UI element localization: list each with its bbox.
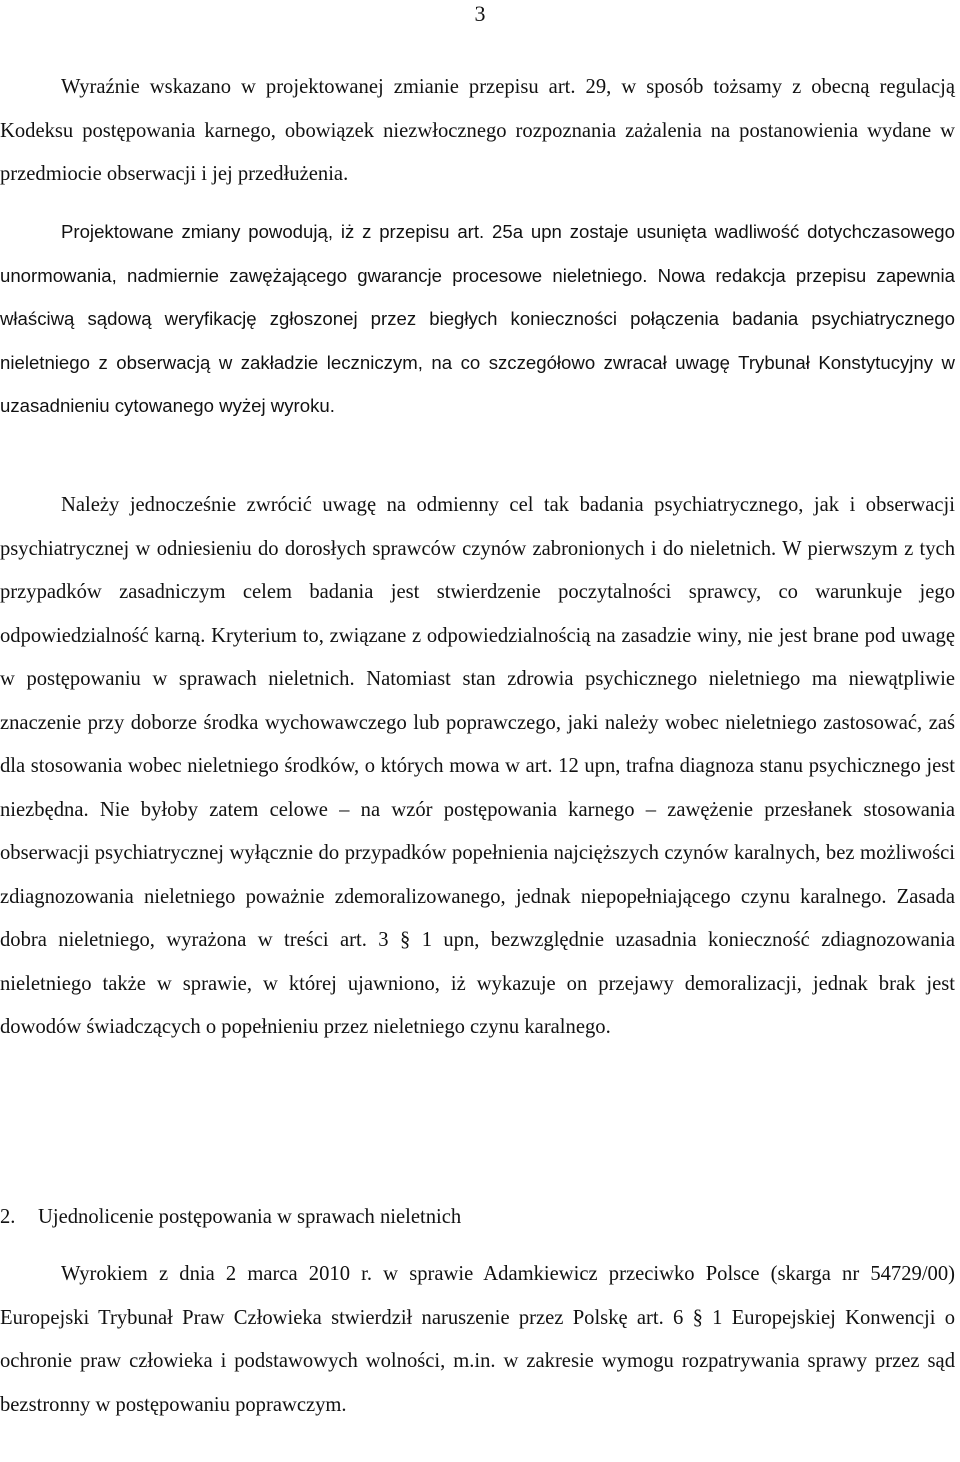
page-number: 3	[474, 1, 486, 26]
paragraph-observation-appeal: Wyraźnie wskazano w projektowanej zmianie przepisu art. 29, w sposób tożsamy z obecną regulacją Kodeksu postępowania karnego, obowiązek niezwłocznego rozpoznania zażalenia na postanowienia wydane w przedmiocie obserwacji i jej przedłużenia.	[0, 76, 955, 185]
paragraph-echr-judgment: Wyrokiem z dnia 2 marca 2010 r. w sprawie Adamkiewicz przeciwko Polsce (skarga nr 54729/00) Europejski Trybunał Praw Człowieka stwierdził naruszenie przez Polskę art. 6 § 1 Europejskiej Konwencji o ochronie praw człowieka i podstawowych wolności, m.in. w zakresie wymogu rozpatrywania sprawy przez sąd bezstronny w postępowaniu poprawczym.	[0, 1263, 955, 1416]
section-title: Ujednolicenie postępowania w sprawach nieletnich	[38, 1206, 462, 1228]
paragraph-psychiatric-purpose: Należy jednocześnie zwrócić uwagę na odmienny cel tak badania psychiatrycznego, jak i obserwacji psychiatrycznej w odniesieniu do dorosłych sprawców czynów zabronionych i do nieletnich. W pierwszym z tych przypadków zasadniczym celem badania jest stwierdzenie poczytalności sprawcy, co warunkuje jego odpowiedzialność karną. Kryterium to, związane z odpowiedzialnością na zasadzie winy, nie jest brane pod uwagę w postępowaniu w sprawach nieletnich. Natomiast stan zdrowia psychicznego nieletniego ma niewątpliwie znaczenie przy doborze środka wychowawczego lub poprawczego, jaki należy wobec nieletniego zastosować, zaś dla stosowania wobec nieletniego środków, o których mowa w art. 12 upn, trafna diagnoza stanu psychicznego jest niezbędna. Nie byłoby zatem celowe – na wzór postępowania karnego – zawężenie przesłanek stosowania obserwacji psychiatrycznej wyłącznie do przypadków popełnienia najcięższych czynów karalnych, bez możliwości zdiagnozowania nieletniego poważnie zdemoralizowanego, jednak niepopełniającego czynu karalnego. Zasada dobra nieletniego, wyrażona w treści art. 3 § 1 upn, bezwzględnie uzasadnia konieczność zdiagnozowania nieletniego także w sprawie, w której ujawniono, iż wykazuje on przejawy demoralizacji, jednak brak jest dowodów świadczących o popełnieniu przez nieletniego czynu karalnego.	[0, 494, 955, 1038]
paragraph-projected-changes: Projektowane zmiany powodują, iż z przepisu art. 25a upn zostaje usunięta wadliwość dotychczasowego unormowania, nadmiernie zawężającego gwarancje procesowe nieletniego. Nowa redakcja przepisu zapewnia właściwą sądową weryfikację zgłoszonej przez biegłych konieczności połączenia badania psychiatrycznego nieletniego z obserwacją w zakładzie leczniczym, na co szczegółowo zwracał uwagę Trybunał Konstytucyjny w uzasadnieniu cytowanego wyżej wyroku.	[0, 221, 955, 416]
section-heading	[0, 1196, 461, 1240]
section-number: 2.	[0, 1206, 16, 1228]
